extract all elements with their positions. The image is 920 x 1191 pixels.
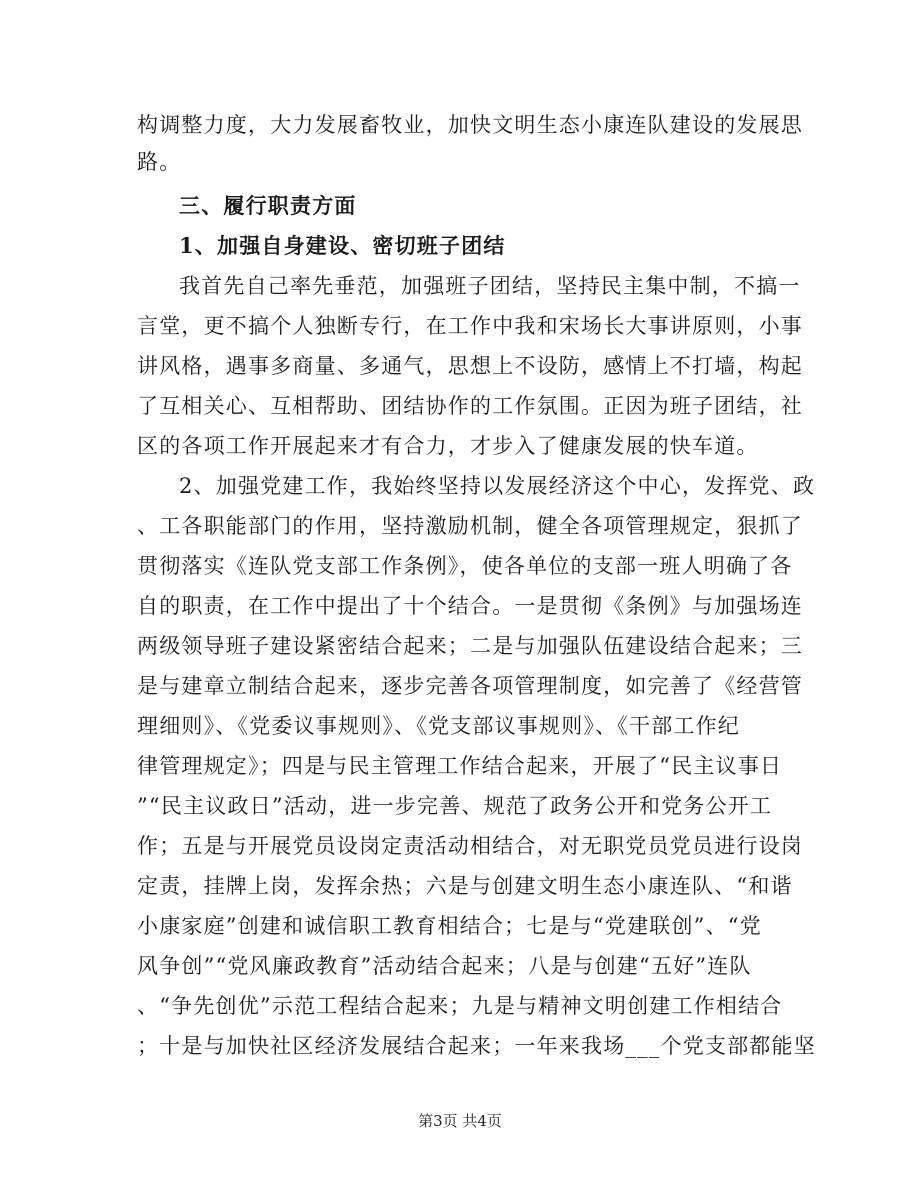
body-text-line: 2、加强党建工作，我始终坚持以发展经济这个中心，发挥党、政 <box>179 474 816 498</box>
body-text-line: 自的职责，在工作中提出了十个结合。一是贯彻《条例》与加强场连 <box>137 594 803 618</box>
body-text-line: 区的各项工作开展起来才有合力，才步入了健康发展的快车道。 <box>137 434 759 458</box>
body-text-line: 定责，挂牌上岗，发挥余热；六是与创建文明生态小康连队、“和谐 <box>137 874 793 898</box>
body-text-line: 两级领导班子建设紧密结合起来；二是与加强队伍建设结合起来；三 <box>137 634 803 658</box>
subsection-heading: 1、加强自身建设、密切班子团结 <box>179 233 506 258</box>
body-text-line: 贯彻落实《连队党支部工作条例》，使各单位的支部一班人明确了各 <box>137 554 793 578</box>
body-text-line: 言堂，更不搞个人独断专行，在工作中我和宋场长大事讲原则，小事 <box>137 314 803 338</box>
body-text-line: 风争创”“党风廉政教育”活动结合起来；八是与创建“五好”连队 <box>137 954 752 978</box>
body-text-line: 路。 <box>137 150 182 174</box>
body-text-line: 了互相关心、互相帮助、团结协作的工作氛围。正因为班子团结，社 <box>137 394 803 418</box>
body-text-line: ；十是与加快社区经济发展结合起来；一年来我场___个党支部都能坚 <box>137 1034 816 1058</box>
body-text-line: 讲风格，遇事多商量、多通气，思想上不设防，感情上不打墙，构起 <box>137 354 803 378</box>
body-text-line: 、工各职能部门的作用，坚持激励机制，健全各项管理规定，狠抓了 <box>137 514 803 538</box>
body-text-line: 、“争先创优”示范工程结合起来；九是与精神文明创建工作相结合 <box>137 994 783 1018</box>
section-heading: 三、履行职责方面 <box>179 193 357 218</box>
body-text-line: 理细则》、《党委议事规则》、《党支部议事规则》、《干部工作纪 <box>137 714 740 738</box>
body-text-line: 小康家庭”创建和诚信职工教育相结合；七是与“党建联创”、“党 <box>137 914 762 938</box>
body-text-line: 构调整力度，大力发展畜牧业，加快文明生态小康连队建设的发展思 <box>137 113 803 137</box>
page-number-footer: 第3页 共4页 <box>418 1112 502 1130</box>
body-text-line: 我首先自己率先垂范，加强班子团结，坚持民主集中制，不搞一 <box>179 274 801 298</box>
body-text-line: 是与建章立制结合起来，逐步完善各项管理制度，如完善了《经营管 <box>137 674 803 698</box>
body-text-line: ”“民主议政日”活动，进一步完善、规范了政务公开和党务公开工 <box>137 794 773 818</box>
body-text-line: 作；五是与开展党员设岗定责活动相结合，对无职党员党员进行设岗 <box>137 834 803 858</box>
body-text-line: 律管理规定》；四是与民主管理工作结合起来，开展了“民主议事日 <box>137 754 783 778</box>
